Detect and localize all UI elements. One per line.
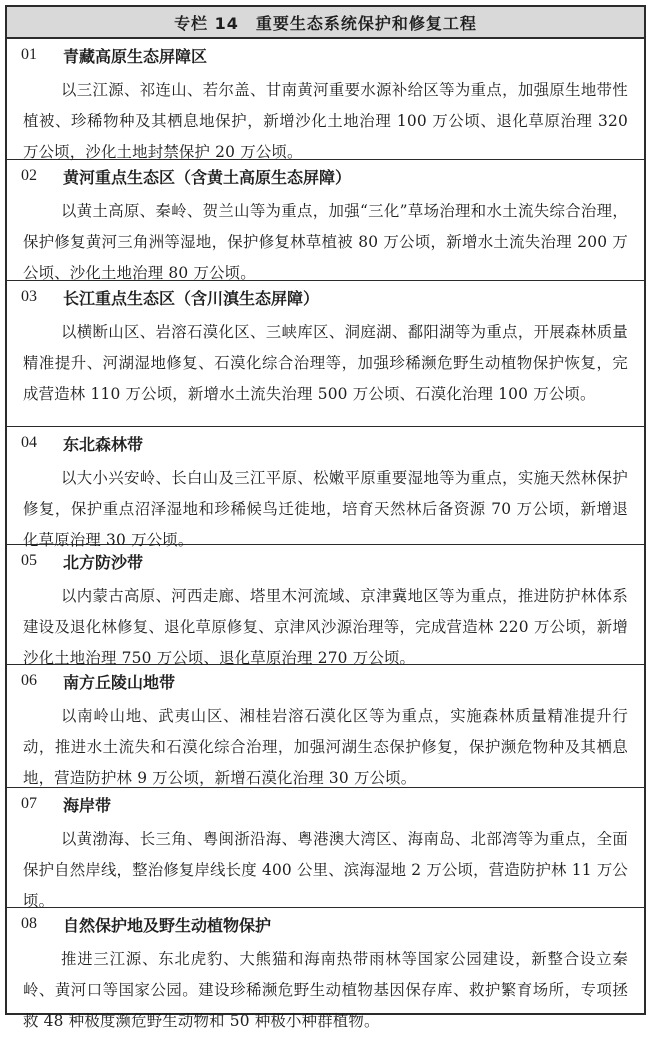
project-description: 以黄土高原、秦岭、贺兰山等为重点，加强“三化”草场治理和水土流失综合治理，保护修复黄河三角洲等湿地，保护修复林草植被 80 万公顷，新增水土流失治理 200 万公顷、沙化土地治理 80 万公顷。 xyxy=(23,202,628,282)
project-title: 黄河重点生态区（含黄土高原生态屏障） xyxy=(63,168,352,187)
project-row xyxy=(7,788,644,908)
project-title: 东北森林带 xyxy=(63,435,144,454)
project-description: 以横断山区、岩溶石漠化区、三峡库区、洞庭湖、鄱阳湖等为重点，开展森林质量精准提升、河湖湿地修复、石漠化综合治理等，加强珍稀濒危野生动植物保护恢复，完成营造林 110 万公顷，新增水土流失治理 500 万公顷、石漠化治理 100 万公顷。 xyxy=(23,323,628,403)
project-row xyxy=(7,908,644,1030)
project-number: 07 xyxy=(21,795,37,812)
project-number: 05 xyxy=(21,552,37,569)
project-description: 以内蒙古高原、河西走廊、塔里木河流域、京津冀地区等为重点，推进防护林体系建设及退化林修复、退化草原修复、京津风沙源治理等，完成营造林 220 万公顷，新增沙化土地治理 750 万公顷、退化草原治理 270 万公顷。 xyxy=(23,587,628,667)
project-description: 以南岭山地、武夷山区、湘桂岩溶石漠化区等为重点，实施森林质量精准提升行动，推进水土流失和石漠化综合治理，加强河湖生态保护修复，保护濒危物种及其栖息地，营造防护林 9 万公顷，新增石漠化治理 30 万公顷。 xyxy=(23,707,628,787)
project-number: 04 xyxy=(21,434,37,451)
project-number: 01 xyxy=(21,46,37,63)
project-row xyxy=(7,665,644,788)
project-row xyxy=(7,545,644,665)
project-row xyxy=(7,427,644,549)
column-title: 专栏 14 重要生态系统保护和修复工程 xyxy=(174,13,477,33)
project-description: 以大小兴安岭、长白山及三江平原、松嫩平原重要湿地等为重点，实施天然林保护修复，保护重点沼泽湿地和珍稀候鸟迁徙地，培育天然林后备资源 70 万公顷，新增退化草原治理 30 万公顷。 xyxy=(23,469,628,549)
column-header xyxy=(7,7,644,39)
project-description: 以黄渤海、长三角、粤闽浙沿海、粤港澳大湾区、海南岛、北部湾等为重点，全面保护自然岸线，整治修复岸线长度 400 公里、滨海湿地 2 万公顷，营造防护林 11 万公顷。 xyxy=(23,830,628,910)
project-row xyxy=(7,160,644,281)
project-row xyxy=(7,281,644,427)
project-number: 02 xyxy=(21,167,37,184)
project-title: 海岸带 xyxy=(63,796,112,815)
project-title: 长江重点生态区（含川滇生态屏障） xyxy=(63,289,320,308)
project-description: 推进三江源、东北虎豹、大熊猫和海南热带雨林等国家公园建设，新整合设立秦岭、黄河口等国家公园。建设珍稀濒危野生动植物基因保存库、救护繁育场所，专项拯救 48 种极度濒危野生动物和 50 种极小种群植物。 xyxy=(23,950,628,1030)
column-box xyxy=(5,5,646,1030)
project-description: 以三江源、祁连山、若尔盖、甘南黄河重要水源补给区等为重点，加强原生地带性植被、珍稀物种及其栖息地保护，新增沙化土地治理 100 万公顷、退化草原治理 320 万公顷，沙化土地封禁保护 20 万公顷。 xyxy=(23,81,628,161)
project-row xyxy=(7,39,644,160)
project-title: 自然保护地及野生动植物保护 xyxy=(63,916,272,935)
project-title: 北方防沙带 xyxy=(63,553,144,572)
project-title: 青藏高原生态屏障区 xyxy=(63,47,208,66)
project-number: 08 xyxy=(21,915,37,932)
project-title: 南方丘陵山地带 xyxy=(63,673,176,692)
project-number: 06 xyxy=(21,672,37,689)
project-number: 03 xyxy=(21,288,37,305)
